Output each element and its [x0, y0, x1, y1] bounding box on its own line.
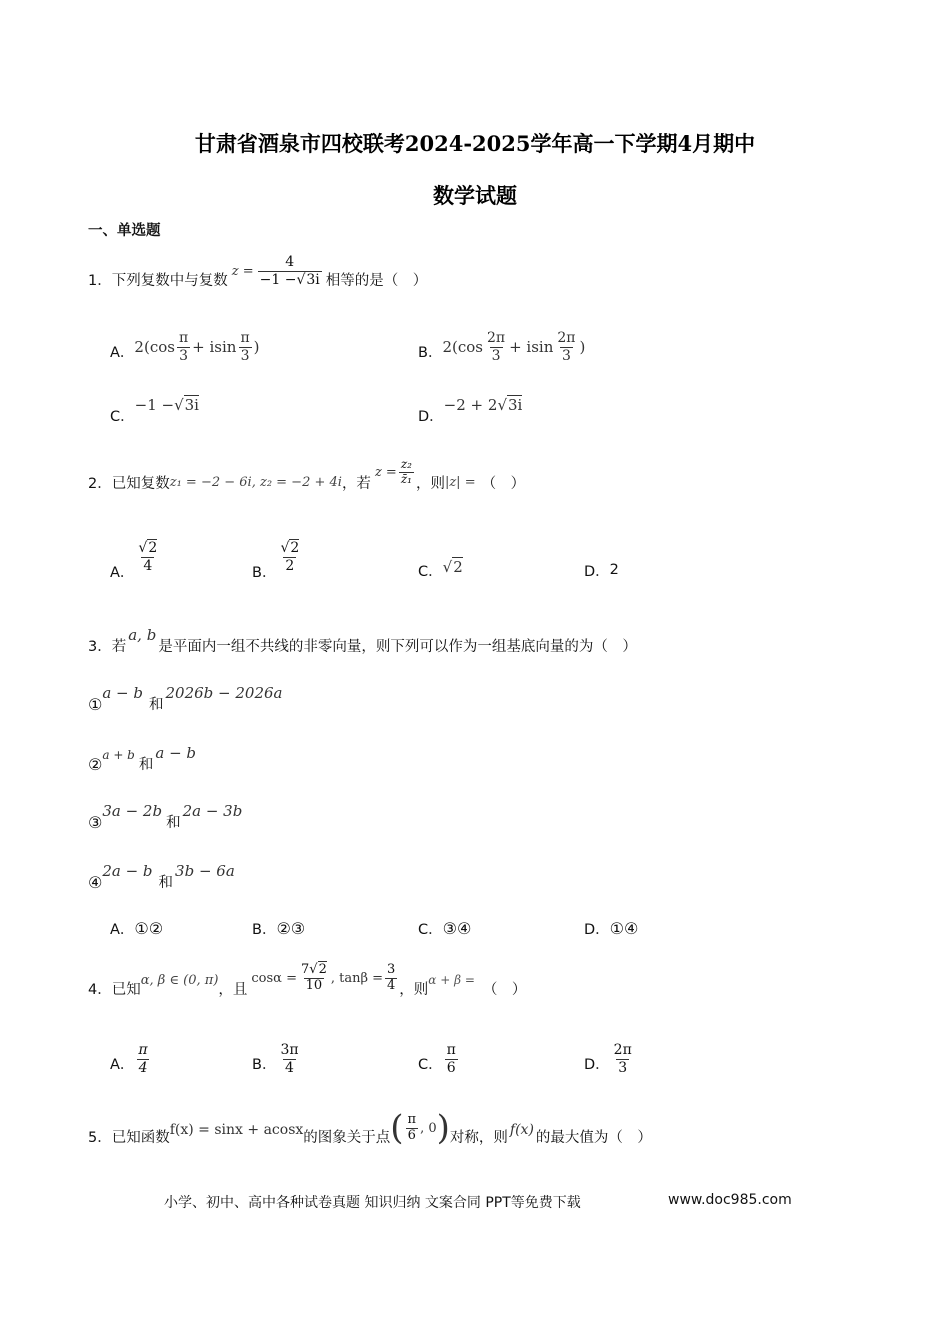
q1-c-rad: 3i: [184, 396, 199, 414]
q4-sum: α + β =: [428, 973, 475, 987]
q2-suffix: （ ）: [481, 475, 526, 492]
q1-frac-den: −1 −√3i: [259, 271, 320, 288]
option-label: A．: [110, 1056, 135, 1073]
q3-d-val: ①④: [609, 919, 639, 938]
q5-mid2: 对称，则: [449, 1129, 508, 1146]
q2-option-a[interactable]: [110, 534, 161, 580]
q1-a-expr: [134, 330, 259, 363]
q5-fx: f(x) = sinx + acosx: [169, 1122, 304, 1138]
q1-frac-num: 4: [285, 254, 295, 271]
q4-tan-frac: $\frac{3}{4}$: [387, 961, 396, 993]
q4-and: ，且: [218, 981, 248, 998]
q5-point-frac: $\frac{\pi}{6}$: [407, 1111, 417, 1143]
option-label: D．: [584, 1056, 610, 1073]
q1-b-expr: [442, 330, 585, 363]
q1-option-b[interactable]: [418, 328, 585, 374]
q2-comma1: ，若: [341, 475, 371, 492]
q1-a-lead: 2(cos: [134, 338, 175, 356]
option-label: B．: [418, 344, 443, 361]
question-3: [88, 622, 637, 656]
q4-cos: cosα =: [251, 970, 297, 986]
q4-cos-frac: $\frac{7√2}{10}$: [301, 961, 327, 993]
option-label: C．: [418, 922, 443, 938]
q2-comma2: ，则: [415, 475, 445, 492]
q2-option-b[interactable]: [252, 534, 303, 580]
q3-item-b: 3b − 6a: [175, 862, 235, 880]
q2-frac-den: z̄₁: [400, 471, 412, 486]
q2-c-expr: √2: [442, 558, 463, 576]
q3-item-2: [88, 740, 196, 774]
option-label: A．: [110, 564, 135, 581]
q3-item-b: 2026b − 2026a: [165, 684, 283, 702]
q3-a-val: ①②: [134, 919, 164, 938]
option-label: A．: [110, 344, 135, 361]
q1-option-a[interactable]: [110, 328, 260, 374]
option-label: C．: [418, 1056, 443, 1073]
q5-prefix: 5．已知函数: [88, 1129, 170, 1146]
q4-option-d[interactable]: [584, 1036, 636, 1082]
q3-b-val: ②③: [276, 919, 306, 938]
q4-then: ，则: [399, 981, 429, 998]
q4-c-frac: $\frac{\pi}{6}$: [446, 1042, 456, 1076]
q2-frac-num: z₂: [400, 456, 412, 471]
q3-item-mark: ④: [88, 873, 103, 892]
q3-item-a: a + b: [102, 748, 135, 762]
q5-point-zero: , 0: [420, 1120, 437, 1136]
footer-text: 小学、初中、高中各种试卷真题 知识归纳 文案合同 PPT等免费下载: [164, 1195, 581, 1211]
q5-lparen: (: [390, 1108, 404, 1148]
q1-a-frac1: $\frac{\pi}{3}$: [178, 330, 189, 364]
question-2: [88, 450, 525, 514]
q3-item-a: 3a − 2b: [102, 802, 163, 820]
q5-rparen: ): [436, 1108, 450, 1148]
q1-b-frac1: $\frac{2\pi}{3}$: [486, 330, 506, 364]
q4-a-frac: $\frac{\pi}{4}$: [138, 1042, 148, 1076]
q1-den-a: −1 −: [259, 271, 297, 288]
q2-b-frac: $\frac{√2}{2}$: [280, 540, 300, 574]
q1-b-mid: + isin: [509, 338, 554, 356]
option-label: D．: [418, 409, 444, 425]
option-label: B．: [252, 1056, 277, 1073]
q2-fraction: [399, 458, 414, 487]
option-label: C．: [418, 563, 443, 580]
q3-item-mark: ①: [88, 695, 103, 714]
q3-item-4: [88, 858, 235, 892]
q1-z: z =: [231, 263, 254, 279]
q3-item-and: 和: [138, 757, 154, 773]
q5-mid: 的图象关于点: [303, 1129, 391, 1146]
q1-d-expr: −2 + 2√3i: [443, 396, 523, 414]
option-label: B．: [252, 564, 277, 581]
q2-prefix: 2．已知复数: [88, 475, 170, 492]
q1-b-lead: 2(cos: [442, 338, 483, 356]
q3-item-a: a − b: [102, 684, 143, 702]
q4-option-a[interactable]: [110, 1036, 152, 1082]
footer-link[interactable]: www.doc985.com: [668, 1192, 792, 1208]
q1-c-a: −1 −: [134, 396, 175, 414]
q4-tan: , tanβ =: [330, 970, 384, 986]
q4-suffix: （ ）: [482, 981, 527, 998]
question-4: [88, 950, 526, 1006]
option-label: B．: [252, 922, 277, 938]
question-1: [88, 244, 427, 314]
q1-b-frac2: $\frac{2\pi}{3}$: [557, 330, 576, 364]
q2-a-frac: $\frac{√2}{4}$: [138, 540, 158, 574]
q3-option-b[interactable]: [252, 918, 305, 939]
q1-den-rad: 3i: [306, 271, 320, 288]
q3-item-3: [88, 798, 242, 832]
q2-abs: |z| =: [444, 474, 476, 490]
q1-option-d[interactable]: [418, 392, 522, 426]
q3-prefix: 3．若: [88, 639, 127, 655]
q2-option-d[interactable]: [584, 556, 619, 584]
q3-item-and: 和: [158, 875, 174, 891]
q1-d-rad: 3i: [508, 396, 523, 414]
option-label: D．: [584, 922, 610, 938]
q4-option-c[interactable]: [418, 1036, 460, 1082]
q1-a-tail: ): [253, 338, 260, 356]
q3-item-mark: ②: [88, 755, 103, 774]
q3-option-c[interactable]: [418, 918, 471, 939]
q1-a-frac2: $\frac{\pi}{3}$: [240, 330, 250, 364]
q3-item-mark: ③: [88, 813, 103, 832]
option-label: D．: [584, 563, 610, 580]
q3-item-and: 和: [166, 815, 181, 831]
q3-item-a: 2a − b: [102, 862, 153, 880]
q3-option-a[interactable]: [110, 918, 163, 939]
q4-option-b[interactable]: [252, 1036, 303, 1082]
q1-b-tail: ): [579, 338, 586, 356]
q1-suffix: 相等的是（ ）: [325, 272, 428, 289]
q2-z1z2: z₁ = −2 − 6i, z₂ = −2 + 4i: [169, 474, 342, 490]
q1-fraction: [258, 254, 322, 287]
page-title: 甘肃省酒泉市四校联考2024-2025学年高一下学期4月期中: [194, 131, 756, 156]
section-heading: 一、单选题: [88, 223, 161, 239]
q5-fx2: f(x): [509, 1122, 534, 1138]
q2-d-val: 2: [609, 562, 619, 578]
option-label: A．: [110, 922, 135, 938]
q1-a-mid: + isin: [192, 338, 237, 356]
q4-cond: α, β ∈ (0, π): [140, 972, 219, 988]
q1-prefix: 1．下列复数中与复数: [88, 272, 228, 289]
q3-item-b: 2a − 3b: [182, 802, 243, 820]
q4-prefix: 4．已知: [88, 981, 141, 998]
q4-d-frac: $\frac{2\pi}{3}$: [613, 1042, 632, 1076]
q3-suffix: 是平面内一组不共线的非零向量，则下列可以作为一组基底向量的为（ ）: [158, 639, 637, 655]
q1-option-c[interactable]: [110, 392, 199, 426]
q1-c-expr: −1 −√3i: [134, 396, 199, 414]
option-label: C．: [110, 409, 135, 425]
q3-item-and: 和: [149, 697, 164, 713]
question-5: [88, 1098, 652, 1158]
q5-suffix: 的最大值为（ ）: [535, 1129, 652, 1146]
q3-c-val: ③④: [442, 919, 472, 938]
q3-ab: a, b: [128, 626, 157, 644]
q4-b-frac: $\frac{3\pi}{4}$: [280, 1042, 299, 1076]
q2-z: z =: [374, 464, 397, 480]
q3-item-b: a − b: [155, 744, 197, 762]
page-subtitle: 数学试题: [433, 183, 517, 208]
q1-d-a: −2 + 2: [443, 396, 498, 414]
q3-option-d[interactable]: [584, 918, 638, 939]
q2-option-c[interactable]: [418, 556, 463, 584]
q3-item-1: [88, 680, 283, 714]
